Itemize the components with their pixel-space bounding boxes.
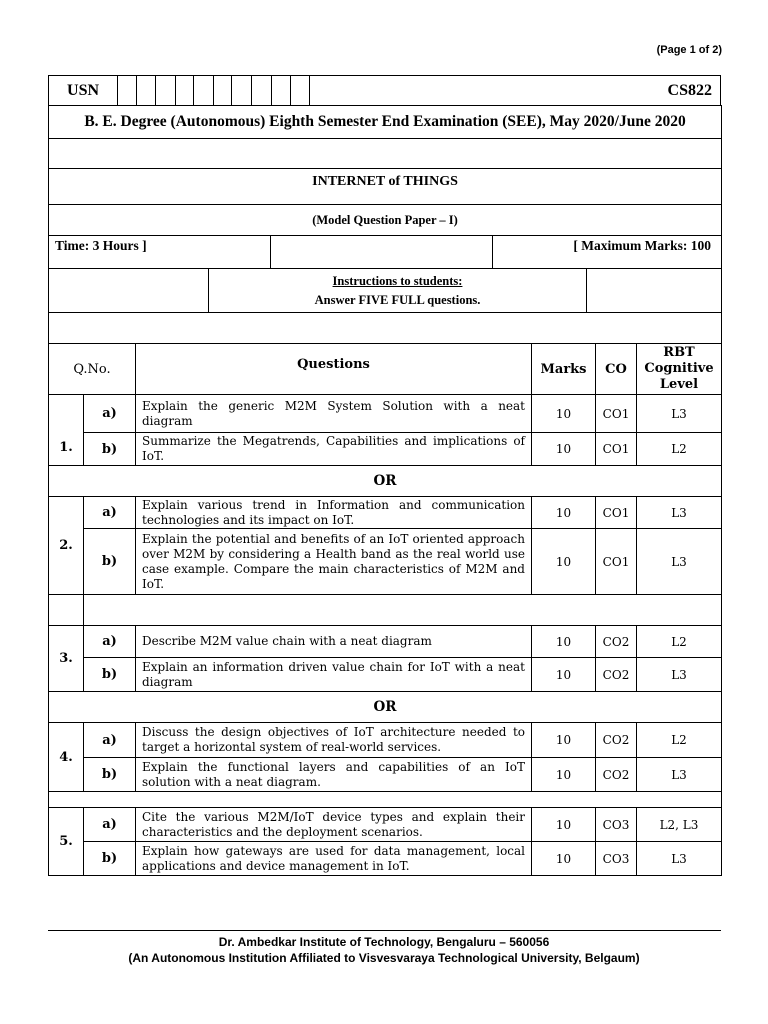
question-number: 3.: [49, 626, 84, 692]
co-value: CO1: [596, 433, 637, 466]
level-value: L2: [637, 626, 722, 658]
table-row: [49, 658, 722, 692]
level-value: L2: [637, 723, 722, 758]
co-value: CO1: [596, 497, 637, 529]
marks-value: 10: [532, 658, 596, 692]
question-text: Explain the potential and benefits of an IoT oriented approach over M2M by considering a Health band as the real world use case example. Compare the main characteristics of M2M and IoT.: [136, 529, 532, 595]
col-rbt-line2: Cognitive: [644, 361, 714, 376]
part-label: a): [84, 808, 136, 842]
level-value: L3: [637, 395, 722, 433]
co-value: CO2: [596, 658, 637, 692]
usn-box: [175, 76, 194, 106]
usn-box: [252, 76, 272, 106]
table-row: [49, 497, 722, 529]
usn-box: [232, 76, 252, 106]
blank-cell: [49, 792, 722, 808]
footer-affiliation: (An Autonomous Institution Affiliated to Visvesvaraya Technological University, Belgaum): [128, 951, 640, 965]
co-value: CO1: [596, 395, 637, 433]
blank-cell: [49, 595, 84, 626]
usn-row: [49, 76, 721, 106]
level-value: L2: [637, 433, 722, 466]
question-number: 2.: [49, 497, 84, 595]
col-questions: Questions: [136, 344, 532, 395]
question-text: Explain the functional layers and capabilities of an IoT solution with a neat diagram.: [136, 758, 532, 792]
part-label: b): [84, 433, 136, 466]
co-value: CO2: [596, 723, 637, 758]
blank-row: [49, 313, 722, 344]
part-label: a): [84, 723, 136, 758]
part-label: b): [84, 658, 136, 692]
col-rbt-line1: RBT: [663, 345, 695, 360]
usn-box: [213, 76, 232, 106]
question-number: 4.: [49, 723, 84, 792]
level-value: L3: [637, 497, 722, 529]
table-row: [49, 723, 722, 758]
co-value: CO1: [596, 529, 637, 595]
usn-box: [194, 76, 214, 106]
marks-value: 10: [532, 626, 596, 658]
marks-value: 10: [532, 395, 596, 433]
marks-value: 10: [532, 497, 596, 529]
instructions-title: Instructions to students:: [332, 273, 463, 288]
instructions-text: Answer FIVE FULL questions.: [314, 292, 481, 307]
blank-cell: [587, 269, 722, 313]
or-separator: OR: [49, 692, 722, 723]
blank-cell: [271, 236, 493, 269]
usn-box: [156, 76, 176, 106]
instructions-block: [209, 269, 587, 313]
question-number: 1.: [49, 395, 84, 466]
question-text: Discuss the design objectives of IoT architecture needed to target a horizontal system of real-world services.: [136, 723, 532, 758]
blank-row: [49, 139, 722, 169]
column-header-row: [49, 344, 722, 395]
maximum-marks: [ Maximum Marks: 100: [493, 236, 722, 269]
part-label: a): [84, 395, 136, 433]
marks-value: 10: [532, 529, 596, 595]
co-value: CO3: [596, 842, 637, 876]
table-row: [49, 808, 722, 842]
part-label: a): [84, 626, 136, 658]
level-value: L3: [637, 758, 722, 792]
col-marks: Marks: [532, 344, 596, 395]
exam-info-table: [48, 105, 722, 344]
marks-value: 10: [532, 723, 596, 758]
usn-box: [118, 76, 137, 106]
spacer-row: [49, 792, 722, 808]
question-text: Explain how gateways are used for data management, local applications and device management in IoT.: [136, 842, 532, 876]
or-row: [49, 692, 722, 723]
part-label: b): [84, 758, 136, 792]
footer-divider: [48, 930, 721, 931]
page-indicator: (Page 1 of 2): [656, 44, 722, 56]
part-label: a): [84, 497, 136, 529]
question-text: Explain an information driven value chain for IoT with a neat diagram: [136, 658, 532, 692]
usn-label: USN: [49, 76, 118, 106]
table-row: [49, 842, 722, 876]
exam-title: B. E. Degree (Autonomous) Eighth Semester End Examination (SEE), May 2020/June 2020: [49, 106, 722, 139]
questions-table: [48, 343, 722, 876]
part-label: b): [84, 842, 136, 876]
paper-type: (Model Question Paper – I): [49, 205, 722, 236]
exam-header-table: [48, 75, 721, 106]
question-text: Cite the various M2M/IoT device types and explain their characteristics and the deployment scenarios.: [136, 808, 532, 842]
part-label: b): [84, 529, 136, 595]
question-text: Describe M2M value chain with a neat diagram: [136, 626, 532, 658]
col-co: CO: [596, 344, 637, 395]
table-row: [49, 433, 722, 466]
marks-value: 10: [532, 758, 596, 792]
level-value: L3: [637, 842, 722, 876]
usn-box: [271, 76, 291, 106]
marks-value: 10: [532, 433, 596, 466]
question-text: Explain various trend in Information and communication technologies and its impact on IoT.: [136, 497, 532, 529]
col-qno: Q.No.: [49, 344, 136, 395]
spacer-row: [49, 595, 722, 626]
or-separator: OR: [49, 466, 722, 497]
co-value: CO2: [596, 626, 637, 658]
level-value: L2, L3: [637, 808, 722, 842]
table-row: [49, 626, 722, 658]
question-text: Explain the generic M2M System Solution with a neat diagram: [136, 395, 532, 433]
blank-cell: [84, 595, 722, 626]
table-row: [49, 529, 722, 595]
marks-value: 10: [532, 808, 596, 842]
question-text: Summarize the Megatrends, Capabilities and implications of IoT.: [136, 433, 532, 466]
table-row: [49, 395, 722, 433]
usn-box: [291, 76, 310, 106]
co-value: CO3: [596, 808, 637, 842]
level-value: L3: [637, 529, 722, 595]
blank-cell: [49, 269, 209, 313]
col-rbt: [637, 344, 722, 395]
level-value: L3: [637, 658, 722, 692]
co-value: CO2: [596, 758, 637, 792]
or-row: [49, 466, 722, 497]
time-duration: Time: 3 Hours ]: [49, 236, 271, 269]
subject-title: INTERNET of THINGS: [49, 169, 722, 205]
usn-box: [136, 76, 156, 106]
footer-institute: Dr. Ambedkar Institute of Technology, Bengaluru – 560056: [218, 935, 550, 949]
col-rbt-line3: Level: [659, 377, 699, 392]
course-code: CS822: [309, 76, 720, 106]
table-row: [49, 758, 722, 792]
marks-value: 10: [532, 842, 596, 876]
question-number: 5.: [49, 808, 84, 876]
